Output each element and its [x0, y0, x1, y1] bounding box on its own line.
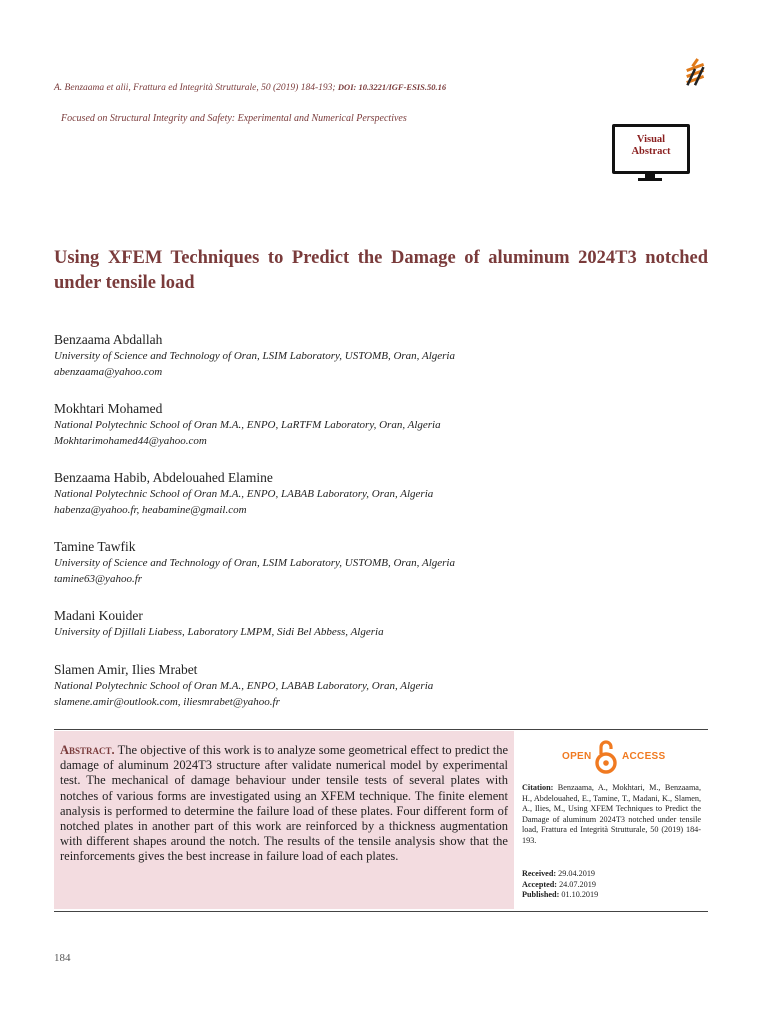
author-affiliation: University of Science and Technology of Oran, LSIM Laboratory, USTOMB, Oran, Algeria: [54, 557, 455, 569]
abstract-label: Abstract.: [60, 743, 115, 757]
header-citation: A. Benzaama et alii, Frattura ed Integrità Strutturale, 50 (2019) 184-193;: [54, 83, 336, 93]
published-label: Published:: [522, 890, 560, 900]
author-affiliation: University of Djillali Liabess, Laboratory LMPM, Sidi Bel Abbess, Algeria: [54, 626, 384, 638]
paper-title: Using XFEM Techniques to Predict the Damage of aluminum 2024T3 notched under tensile load: [54, 248, 708, 293]
published-date: 01.10.2019: [561, 890, 599, 900]
author-affiliation: National Polytechnic School of Oran M.A., ENPO, LABAB Laboratory, Oran, Algeria: [54, 488, 434, 500]
visual-abstract-label-2: Abstract: [631, 146, 671, 157]
author-affiliation: National Polytechnic School of Oran M.A., ENPO, LaRTFM Laboratory, Oran, Algeria: [54, 419, 441, 431]
open-lock-icon: [594, 738, 618, 774]
dates-block: [522, 869, 598, 901]
author-block: [54, 538, 714, 587]
citation-block: [522, 783, 701, 847]
citation-label: Citation:: [522, 783, 554, 792]
abstract-box: [54, 731, 514, 909]
author-block: [54, 469, 714, 518]
author-email[interactable]: tamine63@yahoo.fr: [54, 573, 143, 585]
author-email[interactable]: abenzaama@yahoo.com: [54, 366, 163, 378]
citation-text: Benzaama, A., Mokhtari, M., Benzaama, H., Abdelouahed, E., Tamine, T., Madani, K., Slamen, A., Ilies, M., Using XFEM Techniques to Predict the Damage of aluminum 2024T3 notched under tensile load, Frattura ed Integrità Strutturale, 50 (2019) 184-193.: [522, 783, 701, 845]
abstract: [60, 743, 508, 865]
received-date: 29.04.2019: [558, 869, 595, 878]
accepted-row: [522, 880, 598, 891]
journal-logo-icon: [680, 58, 710, 92]
author-email[interactable]: Mokhtarimohamed44@yahoo.com: [54, 435, 207, 447]
open-access-left: OPEN: [562, 751, 592, 762]
monitor-base: [638, 178, 662, 181]
author-affiliation: University of Science and Technology of Oran, LSIM Laboratory, USTOMB, Oran, Algeria: [54, 350, 455, 362]
divider-top: [54, 729, 708, 730]
published-row: [522, 890, 598, 901]
author-affiliation: National Polytechnic School of Oran M.A., ENPO, LABAB Laboratory, Oran, Algeria: [54, 680, 434, 692]
header-doi: DOI: 10.3221/IGF-ESIS.50.16: [337, 82, 447, 92]
open-access-right: ACCESS: [622, 751, 666, 762]
author-email[interactable]: habenza@yahoo.fr, heabamine@gmail.com: [54, 504, 247, 516]
visual-abstract-button[interactable]: [612, 124, 690, 182]
visual-abstract-label-1: Visual: [636, 134, 666, 145]
author-block: [54, 661, 714, 710]
author-name: Tamine Tawfik: [54, 539, 136, 554]
monitor-icon: [612, 124, 690, 174]
focus-line: Focused on Structural Integrity and Safety: Experimental and Numerical Perspectives: [61, 113, 407, 124]
author-block: [54, 607, 714, 640]
author-name: Slamen Amir, Ilies Mrabet: [54, 662, 198, 677]
received-label: Received:: [522, 869, 557, 878]
author-name: Madani Kouider: [54, 608, 143, 623]
divider-bottom: [54, 911, 708, 912]
page-number: 184: [54, 952, 71, 964]
author-name: Benzaama Abdallah: [54, 332, 163, 347]
author-block: [54, 331, 714, 380]
open-access-badge: [560, 738, 670, 774]
author-block: [54, 400, 714, 449]
received-row: [522, 869, 598, 880]
author-name: Mokhtari Mohamed: [54, 401, 163, 416]
author-email[interactable]: slamene.amir@outlook.com, iliesmrabet@yahoo.fr: [54, 696, 280, 708]
abstract-body: The objective of this work is to analyze some geometrical effect to predict the damage of aluminum 2024T3 structure after validate numerical model by experimental test. The mechanical of damage behaviour under tensile tests of several plates with notches of various forms are investigated using an XFEM technique. The finite element analysis is performed to determine the failure load of these plates. Four different form of notched plates in another part of this work are reinforced by a thickness augmentation with different shapes around the notch. The results of the tensile analysis show that the reinforcements gives the best increase in failure load of each plates.: [60, 743, 508, 864]
running-header: [54, 82, 446, 93]
author-name: Benzaama Habib, Abdelouahed Elamine: [54, 470, 273, 485]
accepted-date: 24.07.2019: [559, 879, 596, 889]
accepted-label: Accepted:: [522, 879, 558, 889]
